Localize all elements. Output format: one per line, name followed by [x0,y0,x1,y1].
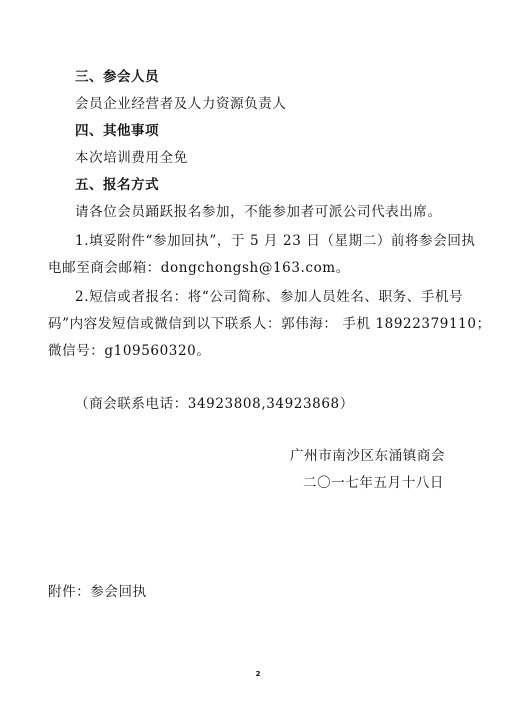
page-number: 2 [255,670,261,678]
attachment-note: 附件：参会回执 [48,584,147,600]
signature-date: 二〇一七年五月十八日 [303,475,444,491]
section-heading-attendees: 三、参会人员 [75,69,159,85]
section-heading-registration: 五、报名方式 [75,177,159,193]
section-heading-other-matters: 四、其他事项 [75,123,159,139]
section-body-registration: 请各位会员踊跃报名参加，不能参加者可派公司代表出席。 [75,204,442,220]
registration-item-2-line-1: 2.短信或者报名：将“公司简称、参加人员姓名、职务、手机号 [75,289,464,305]
registration-item-2-line-3: 微信号：g109560320。 [48,343,211,359]
section-body-attendees: 会员企业经营者及人力资源负责人 [75,96,287,112]
registration-item-1-line-1: 1.填妥附件“参加回执”，于 5 月 23 日（星期二）前将参会回执 [75,233,476,249]
registration-item-1-line-2: 电邮至商会邮箱：dongchongsh@163.com。 [48,260,350,276]
signature-organization: 广州市南沙区东涌镇商会 [290,448,446,464]
contact-phone: （商会联系电话：34923808,34923868） [75,396,354,412]
section-body-other-matters: 本次培训费用全免 [75,150,188,166]
registration-item-2-line-2: 码”内容发短信或微信到以下联系人：郭伟海： 手机 18922379110； [48,316,491,332]
